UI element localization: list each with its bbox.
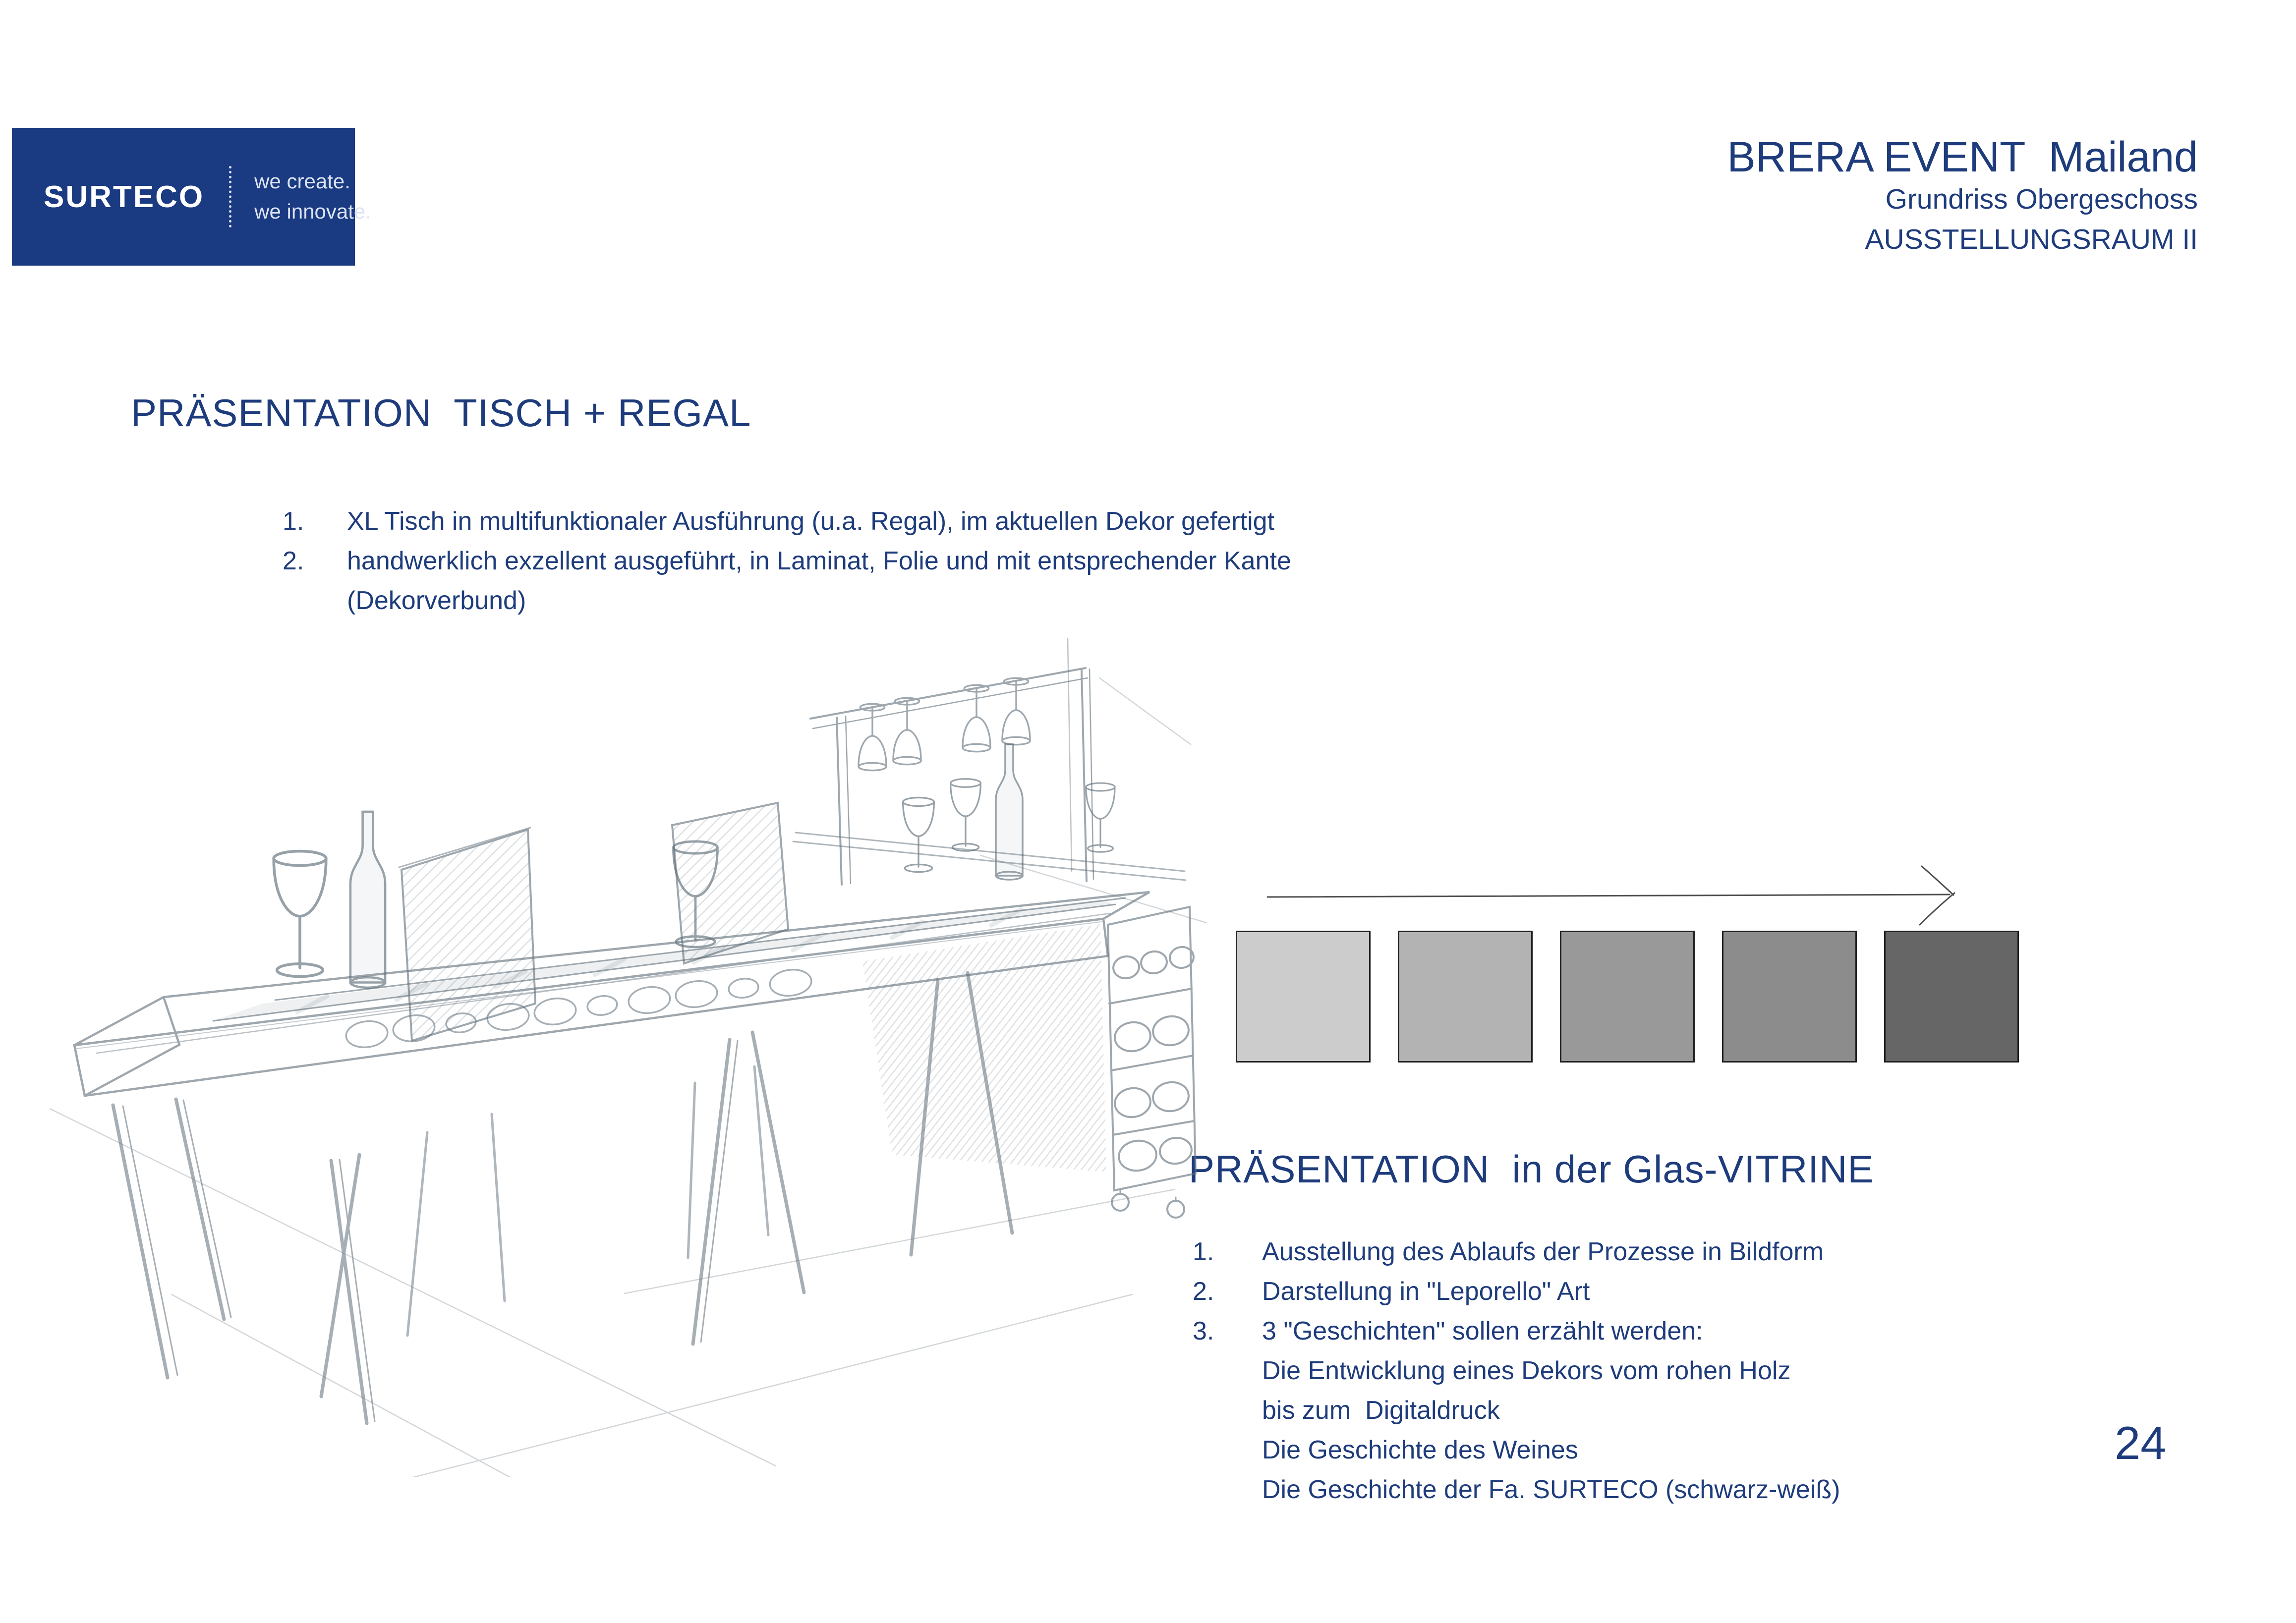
table-sketch-illustration (50, 634, 1239, 1477)
chair-sketch (399, 803, 788, 1336)
list-item: 1. XL Tisch in multifunktionaler Ausführung (u.a. Regal), im aktuellen Dekor gefertigt (283, 502, 1291, 541)
brand-name: SURTECO (44, 179, 205, 214)
back-counter (793, 833, 1186, 880)
section2-heading: PRÄSENTATION in der Glas-VITRINE (1189, 1147, 1874, 1191)
list-item: 2. handwerklich exzellent ausgeführt, in Laminat, Folie und mit entsprechender Kante (Dekorverbund) (283, 541, 1291, 620)
gradient-swatch-2 (1398, 931, 1533, 1063)
gradient-swatch-5 (1884, 931, 2019, 1063)
list-item-number: 1. (283, 507, 304, 536)
event-subtitle-1: Grundriss Obergeschoss (1885, 183, 2198, 216)
shadow-hatch (862, 924, 1106, 1172)
gradient-swatch-3 (1560, 931, 1695, 1063)
glas-vitrine-list (1193, 1232, 1840, 1510)
event-title: BRERA EVENT Mailand (1727, 133, 2198, 181)
list-item: 3. 3 "Geschichten" sollen erzählt werden: Die Entwicklung eines Dekors vom rohen Holz bis zum Digitaldruck Die Geschichte des Weines Die Geschichte der Fa. SURTECO (schwarz-weiß) (1193, 1311, 1840, 1510)
surteco-logo (12, 128, 371, 266)
hanging-glass-rack (810, 668, 1093, 885)
list-item: 1. Ausstellung des Ablaufs der Prozesse in Bildform (1193, 1232, 1840, 1272)
tisch-regal-list (283, 502, 1291, 620)
list-item-number: 2. (1193, 1277, 1214, 1306)
list-item: 2. Darstellung in "Leporello" Art (1193, 1272, 1840, 1311)
section1-heading: PRÄSENTATION TISCH + REGAL (131, 391, 751, 435)
process-arrow (1262, 858, 1970, 933)
slide-header (1727, 135, 2198, 260)
event-subtitle-2: AUSSTELLUNGSRAUM II (1865, 224, 2198, 256)
wine-rack-cabinet (1108, 907, 1196, 1218)
wine-bottle (996, 744, 1023, 880)
list-item-number: 3. (1193, 1317, 1214, 1345)
page-number: 24 (2115, 1417, 2167, 1469)
brand-tagline: we create. we innovate. (254, 169, 371, 223)
gradient-swatch-4 (1722, 931, 1857, 1063)
list-item-number: 1. (1193, 1237, 1214, 1266)
gray-gradient-swatches (1236, 931, 2019, 1063)
logo-dotted-divider (229, 166, 231, 227)
list-item-number: 2. (283, 547, 304, 575)
gradient-swatch-1 (1236, 931, 1371, 1063)
wine-bottle (350, 812, 385, 988)
